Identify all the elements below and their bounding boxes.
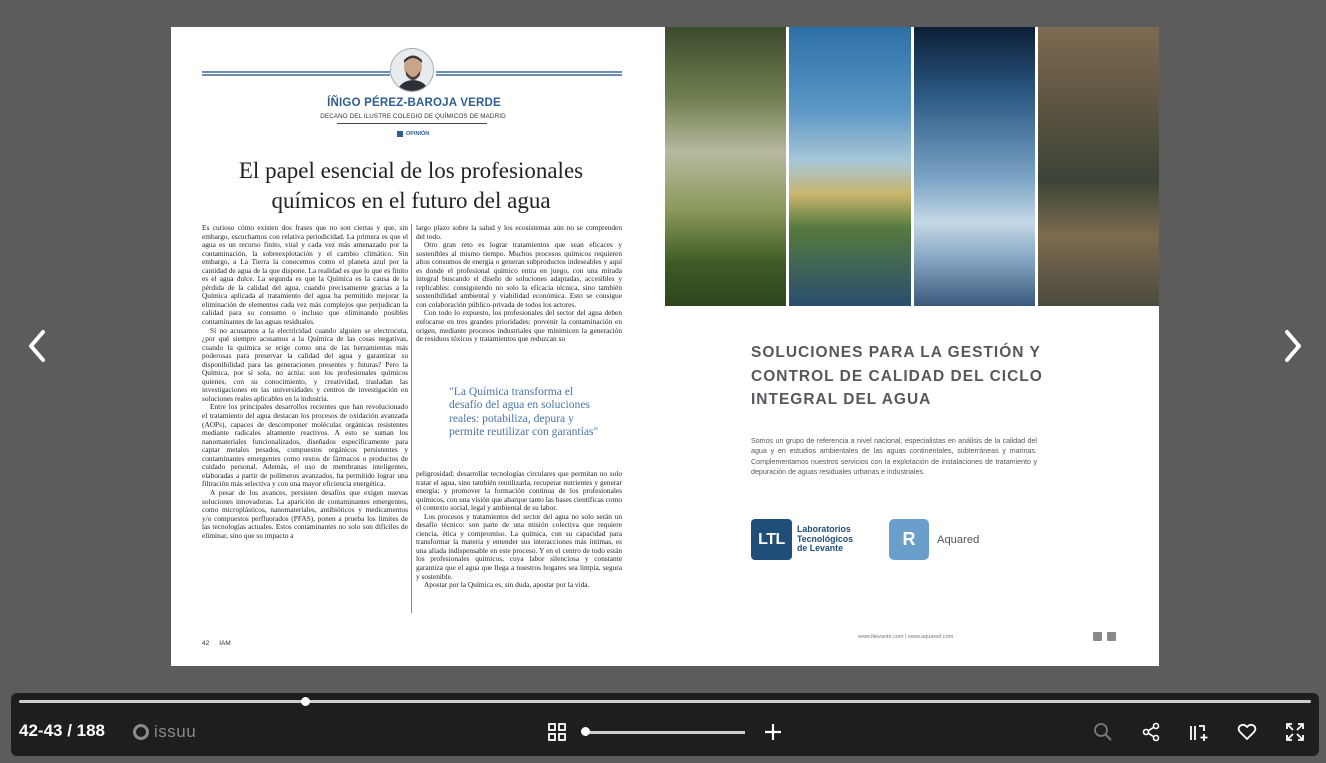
paragraph: Los procesos y tratamientos del sector del agua no solo serán un desafío técnico: son parte de una misión colectiva que requiere ciencia, ética y compromiso. La química, con su capacidad para transformar la materia y entender sus interacciones más íntimas, es una aliada indispensable en este proceso. Y en el centro de todo están los profesionales químicos, cuya labor silenciosa y constante garantiza que el agua que llega a nuestros hogares sea limpia, segura y sostenible. [416, 511, 622, 581]
ad-body: Somos un grupo de referencia a nivel nacional, especialistas en análisis de la calidad del agua y en estudios ambientales de las aguas continentales, subterráneas y marinas. Complementamos nuestros servicios con la explotación de instalaciones de tratamiento y depuración de aguas residuales urbanas e industriales. [751, 437, 1037, 477]
add-to-stack-button[interactable] [1187, 720, 1211, 744]
publication-mark: IAM [219, 640, 231, 647]
chevron-right-icon [1279, 328, 1307, 364]
next-page-button[interactable] [1273, 326, 1313, 366]
issuu-icon [133, 724, 149, 740]
article-column-2-top [416, 224, 622, 366]
photo-water-glass [914, 27, 1035, 306]
page-number: 42 [202, 640, 210, 647]
add-to-stack-icon [1189, 722, 1209, 742]
ad-heading-line: INTEGRAL DEL AGUA [751, 391, 932, 408]
search-icon [1093, 722, 1113, 742]
paragraph: largo plazo sobre la salud y los ecosistemas aún no se comprenden del todo. [416, 224, 622, 241]
ltl-logo [751, 519, 853, 560]
paragraph: Si no acusamos a la electricidad cuando alguien se electrocuta, ¿por qué siempre acusamos a la Química de las cosas negativas, cuando la química se erige como una de las herramientas más poderosas para preservar la calidad del agua y garantizar su disponibilidad para las generaciones presentes y futuras? Pero la Química, por sí sola, no actúa: son los profesionales químicos quienes, con su conocimiento, y creatividad, trasladan las investigaciones en las universidades y centros de investigación en soluciones reales aplicables en la industria. [202, 325, 408, 403]
page-progress-track[interactable] [19, 700, 1311, 703]
page-progress-knob[interactable] [301, 697, 310, 706]
paragraph: Con todo lo expuesto, los profesionales del sector del agua deben enfocarse en tres grandes prioridades: prevenir la contaminación en origen, mediante procesos industriales que minimicen la generación de residuos tóxicos y tratamientos que reduzcan su [416, 308, 622, 344]
paragraph: A pesar de los avances, persisten desafíos que exigen nuevas soluciones innovadoras. La aparición de contaminantes emergentes, como microplásticos, nanomateriales, antibióticos y medicamentos y/o compuestos perfluorados (PFAS), ponen a prueba los límites de las tecnologías actuales. Estos contaminantes no solo son difíciles de eliminar, sino que su impacto a [202, 487, 408, 540]
ltl-line: de Levante [797, 543, 843, 554]
column-separator [411, 224, 412, 613]
zoom-slider-knob[interactable] [581, 727, 590, 736]
magazine-spread [171, 27, 1159, 666]
search-button[interactable] [1091, 720, 1115, 744]
author-role: DECANO DEL ILUSTRE COLEGIO DE QUÍMICOS DE MADRID [320, 113, 506, 120]
left-page [171, 27, 665, 666]
photo-lake-reeds [789, 27, 910, 306]
ltl-line: Laboratorios [797, 524, 851, 535]
photo-watering-plants [665, 27, 786, 306]
zoom-slider-track[interactable] [585, 731, 745, 734]
fullscreen-icon [1285, 722, 1305, 742]
paragraph: peligrosidad; desarrollar tecnologías circulares que permitan no solo tratar el agua, sino también reutilizarla, recuperar nutrientes y generar energía; y promover la formación continua de los profesionales químicos, con una visión que abarque tanto las bases científicas como el contexto social, legal y ambiental de su labor. [416, 470, 622, 513]
viewer-toolbar [11, 693, 1319, 756]
ltl-logo-text [797, 525, 853, 554]
share-button[interactable] [1139, 720, 1163, 744]
section-label: OPINIÓN [406, 131, 430, 137]
headline-line: químicos en el futuro del agua [271, 188, 551, 213]
paragraph: Entre los principales desarrollos recientes que han revolucionado el tratamiento del agua destacan los procesos de oxidación avanzada (AOPs), capaces de descomponer moléculas orgánicas resistentes mediante radicales altamente reactivos. A esto se suman los nanomateriales funcionalizados, diseñados específicamente para captar metales pesados, compuestos orgánicos persistentes y contaminantes emergentes como restos de fármacos o productos de cuidado personal. Además, el uso de membranas inteligentes, elaboradas a partir de polímeros avanzados, ha permitido lograr una filtración más selectiva y con una mayor eficiencia energética. [202, 402, 408, 489]
author-photo [390, 48, 434, 92]
ad-heading-line: SOLUCIONES PARA LA GESTIÓN Y [751, 344, 1041, 361]
grid-icon [547, 722, 567, 742]
paragraph: Otro gran reto es lograr tratamientos que sean eficaces y sostenibles al mismo tiempo. Muchos procesos químicos requieren altos consumos de energía o generan subproductos indeseables y aquí es donde el profesional químico entra en juego, con una mirada integral buscando el diseño de soluciones adaptadas, accesibles y replicables: consiguiendo no solo la eficacia técnica, sino también sostenibilidad ambiental y viabilidad económica. Esto se consigue con colaboración público-privada de todos los actores. [416, 240, 622, 309]
thumbnails-button[interactable] [545, 720, 569, 744]
ltl-logo-mark: LTL [751, 519, 792, 560]
right-page [665, 27, 1159, 666]
ad-footer-urls: www.ltlevante.com | www.aquared.com [858, 634, 954, 640]
aquared-logo [889, 519, 979, 560]
header-rule-left [202, 71, 390, 76]
ad-heading-line: CONTROL DE CALIDAD DEL CICLO [751, 367, 1043, 385]
brand-name: issuu [154, 722, 197, 741]
chevron-left-icon [23, 328, 51, 364]
article-headline [171, 156, 651, 216]
divider [337, 123, 487, 124]
ltl-line: Tecnológicos [797, 533, 854, 544]
aquared-logo-mark: R [889, 519, 929, 560]
twitter-icon [1107, 632, 1116, 641]
page-folio [202, 640, 231, 647]
paragraph: Es curioso cómo existen dos frases que no son ciertas y que, sin embargo, escuchamos con relativa periodicidad. La primera es que el agua es un recurso finito, vital y cada vez más amenazado por la contaminación, la sobreexplotación y el cambio climático. Sin embargo, a La Tierra la conocemos como el planeta azul por la cantidad de agua de la que dispone. La realidad es que lo que es finito es el agua dulce. La segunda es que la Química es la causa de la pérdida de la calidad del agua, cuando precisamente gracias a la Química aplicada al tratamiento del agua ha permitido mejorar la eliminación de elementos cada vez más complejos que perjudican la calidad para su consumo o incluso que eliminando posibles contaminantes de las aguas residuales. [202, 224, 408, 327]
headline-line: El papel esencial de los profesionales [238, 158, 584, 183]
paragraph: Apostar por la Química es, sin duda, apostar por la vida. [424, 580, 590, 590]
author-name: ÍÑIGO PÉREZ-BAROJA VERDE [327, 97, 501, 109]
article-column-1 [202, 224, 408, 613]
social-icons [1093, 632, 1116, 641]
like-button[interactable] [1235, 720, 1259, 744]
fullscreen-button[interactable] [1283, 720, 1307, 744]
article-column-2-bottom [416, 470, 622, 613]
aquared-logo-text: Aquared [937, 533, 980, 546]
zoom-in-button[interactable] [761, 720, 785, 744]
page-indicator: 42-43 / 188 [19, 721, 106, 740]
photo-strip [665, 27, 1159, 306]
linkedin-icon [1093, 632, 1102, 641]
heart-icon [1237, 722, 1257, 742]
section-badge [397, 131, 429, 137]
ad-heading [751, 341, 1051, 412]
pull-quote: "La Química transforma el desafío del agua en soluciones reales: potabiliza, depura y permite reutilizar con garantías" [449, 385, 599, 438]
photo-treatment-plant [1038, 27, 1159, 306]
share-icon [1141, 722, 1161, 742]
plus-icon [763, 722, 783, 742]
section-icon [397, 131, 403, 137]
header-rule-right [436, 71, 622, 76]
previous-page-button[interactable] [17, 326, 57, 366]
issuu-logo[interactable] [133, 722, 196, 742]
